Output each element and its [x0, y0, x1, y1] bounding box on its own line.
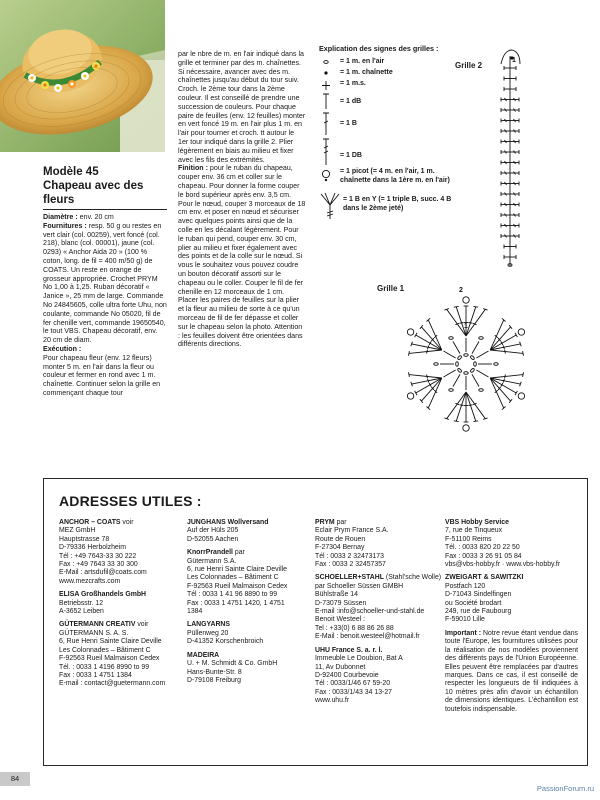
- paragraph-finition: [178, 164, 306, 349]
- legend-text-tr: = 1 DB: [340, 152, 362, 159]
- grille2-diagram: [490, 46, 530, 268]
- address-name-suffix: par: [334, 519, 347, 526]
- legend-row-hdc: [319, 92, 459, 111]
- address-name: KnorrPrandell: [187, 549, 233, 557]
- address-name-suffix: (Stahl'sche Wolle) par Schoeller Süssen GMBH: [315, 574, 442, 590]
- address-line: D-52055 Aachen: [187, 535, 239, 543]
- legend-text-dc: = 1 B: [340, 120, 357, 127]
- address-line: E-Mail : artsdufil@coats.com: [59, 569, 147, 577]
- legend-row-y: [319, 191, 459, 221]
- address-entry: [187, 652, 313, 686]
- address-name-suffix: voir: [135, 621, 149, 629]
- address-line: Tél : 0033/1/46 67 59-20: [315, 680, 391, 688]
- important-text: Notre revue étant vendue dans toute l'Europe, les fournitures utilisées pour la réalisation de nos modèles proviennent des différents pays de l'Union Européenne. Elles peuvent être remplacées par d'autres marques. Dans ce cas, il est conseillé de respecter les longueurs de fil indiquées à 10 mètres près afin d'avoir un échantillon de dimensions identiques. L'échantillon est toutefois indispensable.: [445, 629, 578, 713]
- address-line: MEZ GmbH: [59, 527, 96, 535]
- address-entry: [187, 519, 313, 544]
- hat-photo: [0, 0, 165, 152]
- address-entry: [315, 519, 443, 569]
- legend-text-y: = 1 B en Y (= 1 triple B, succ. 4 B dans le 2ème jeté): [343, 196, 452, 212]
- address-line: Püllenweg 20: [187, 629, 229, 637]
- paragraph-diametre: [43, 213, 167, 222]
- legend-text-hdc: = 1 dB: [340, 98, 362, 105]
- addresses-column-4: [445, 519, 578, 714]
- grille1-marker-2: 2: [459, 287, 463, 294]
- address-line: Benoit Westeel :: [315, 616, 366, 624]
- address-entry: [59, 621, 185, 688]
- legend-row-chain: [319, 57, 459, 68]
- address-entry: [59, 591, 185, 616]
- address-name-suffix: par: [232, 549, 245, 557]
- chain-stitch-icon: [319, 57, 337, 68]
- addresses-column-1: [59, 519, 185, 694]
- legend-row-dc: [319, 111, 459, 137]
- address-line: Fax : 0033 2 32457357: [315, 561, 386, 569]
- address-line: Route de Rouen: [315, 535, 366, 543]
- address-line: 249, rue de Faubourg: [445, 608, 512, 616]
- text-continuation: par le nbre de m. en l'air indiqué dans la grille et terminer par des m. chaînettes. Si nécessaire, avancer avec des m. chaînettes jusqu'au début du tour suiv. Croch. le 2ème tour dans la 2ème couleur. Il est conseillé de prendre une succession de couleurs. Pour chaque paire de feuilles (env. 12 feuilles) monter en vert foncé 19 m. en l'air plus 1 m. en l'air pour tourner et croch. tt autour le 1er tour indiqué dans la grille 2. Plier légèrement en biais au milieu et fixer avec les fils des extrémités.: [178, 50, 306, 164]
- paragraph-continuation: [178, 50, 306, 164]
- address-line: vbs@vbs-hobby.fr · www.vbs-hobby.fr: [445, 561, 561, 569]
- address-line: Fax : +49 7643 33 30 300: [59, 561, 138, 569]
- address-line: D-92400 Courbevoie: [315, 671, 379, 679]
- text-fournitures: resp. 50 g ou restes en vert clair (col. 00259), vert foncé (col. 218), blanc (col. 00001), jaune (col. 0293) « Anchor Aida 20 » (100 % coton, long. de fil = 400 m/50 g) de COATS. Un reste en orange de grosseur appropriée. Crochet PRYM No 1,00 à 1,25. Ruban décoratif « Janice », 25 mm de large. Commande No 24845605, colle ultra forte Uhu, non coulante, commande No 05020, fil de fer chenille vert, commande 19650540, le tout VBS. Chapeau décoratif, env. 20 cm de diam.: [43, 221, 167, 345]
- address-line: D-79336 Herbolzheim: [59, 544, 127, 552]
- address-entry: [445, 574, 578, 624]
- address-name-suffix: voir: [120, 519, 134, 526]
- text-diametre: env. 20 cm: [77, 213, 114, 221]
- address-line: Postfach 120: [445, 582, 486, 590]
- important-label: Important :: [445, 629, 482, 637]
- address-name: MADEIRA: [187, 651, 220, 659]
- double-double-crochet-icon: [319, 137, 337, 167]
- picot-icon: [319, 167, 337, 191]
- address-line: U. + M. Schmidt & Co. GmbH: [187, 660, 278, 668]
- address-line: Betriebsstr. 12: [59, 599, 104, 607]
- label-finition: Finition :: [178, 164, 208, 173]
- address-entry: [187, 621, 313, 646]
- address-line: Immeuble Le Doubion, Bat A: [315, 655, 403, 663]
- address-line: F-27304 Bernay: [315, 544, 365, 552]
- legend-text-picot: = 1 picot (= 4 m. en l'air, 1 m. chaînette dans la 1ère m. en l'air): [340, 168, 450, 184]
- address-line: E-mail : contact@guetermann.com: [59, 680, 166, 688]
- paragraph-execution: [43, 345, 167, 354]
- address-line: F-51100 Reims: [445, 535, 492, 543]
- address-line: www.mezcrafts.com: [59, 577, 121, 585]
- legend-text-slip: = 1 m. chaînette: [340, 69, 393, 76]
- address-line: D-71043 Sindelfingen: [445, 591, 512, 599]
- address-line: GÜTERMANN S. A. S.: [59, 629, 129, 637]
- address-line: D-41352 Korschenbroich: [187, 638, 264, 646]
- address-line: E-mail :info@schoeller-und-stahl.de: [315, 608, 425, 616]
- address-line: www.uhu.fr: [315, 697, 350, 705]
- address-line: Fax : 0033 1 4751 1420, 1 4751: [187, 599, 285, 607]
- address-name: VBS Hobby Service: [445, 519, 509, 526]
- address-line: Eclair Prym France S.A.: [315, 527, 389, 535]
- address-line: D-73079 Süssen: [315, 599, 367, 607]
- grille1-label: Grille 1: [377, 284, 405, 293]
- text-finition: pour le ruban du chapeau, couper env. 36 cm et coller sur le chapeau. Pour donner la forme couper le bord supérieur après env. 3,5 cm. Pour le nœud, couper 3 morceaux de 18 cm env. et poser en nœud et sécuriser avec quelques points ainsi que de la colle en les décalant légèrement. Pour le ruban qui pend, couper env. 30 cm, plier au milieu et fixer également avec des points et de la colle sur le nœud. Si vous le souhaitez vous pouvez coudre un bouton décoratif assorti sur le chapeau ou le coller. Couper le fil de fer chenille en 12 morceaux de 1 cm. Placer les paires de feuilles sur la plier et la fleur au milieu de sorte à ce qu'un morceau de fil de fer dépasse et coller sur le chapeau selon la photo. Attention : les feuilles doivent être orientées dans différents directions.: [178, 164, 306, 349]
- legend-text-chain: = 1 m. en l'air: [340, 58, 385, 65]
- address-entry: [315, 574, 443, 641]
- address-name: GÜTERMANN CREATIV: [59, 621, 136, 629]
- address-line: A-3652 Leiben: [59, 608, 104, 616]
- address-line: Tél : +49 7643-33 30 222: [59, 552, 137, 560]
- page-number: 84: [0, 772, 30, 786]
- legend-row-tr: [319, 137, 459, 167]
- address-name: SCHOELLER+STAHL: [315, 574, 384, 582]
- legend-row-slip: [319, 68, 459, 79]
- text-execution: Pour chapeau fleur (env. 12 fleurs) monter 5 m. en l'air dans la fleur ou couleur et fermer en rond avec 1 m. chaînette. Continuer selon la grille en commençant chaque tour: [43, 353, 161, 397]
- addresses-title: ADRESSES UTILES :: [59, 493, 202, 509]
- grille1-marker-1: 1: [464, 323, 468, 330]
- y-stitch-icon: [319, 191, 341, 221]
- address-line: Les Colonnades – Bâtiment C: [59, 646, 151, 654]
- legend-row-picot: [319, 167, 459, 191]
- single-crochet-icon: [319, 79, 337, 92]
- grille1-diagram: [398, 276, 534, 448]
- important-note: [445, 630, 578, 714]
- address-line: Fax : 0033/1/43 34 13-27: [315, 688, 393, 696]
- model-number: Modèle 45: [43, 166, 99, 178]
- addresses-column-3: [315, 519, 443, 711]
- address-line: Hans-Bunte-Str. 8: [187, 668, 242, 676]
- address-entry: [59, 519, 185, 586]
- address-line: E-Mail : benoit.westeel@hotmail.fr: [315, 633, 420, 641]
- address-name: ANCHOR – COATS: [59, 519, 121, 526]
- address-line: F-92563 Rueil Malmaison Cedex: [187, 582, 288, 590]
- address-line: Tél : 0033 2 32473173: [315, 552, 384, 560]
- address-line: Hauptstrasse 78: [59, 535, 110, 543]
- paragraph-fournitures: [43, 222, 167, 345]
- slip-stitch-icon: [319, 68, 337, 79]
- address-entry: [315, 647, 443, 706]
- address-line: 6, Rue Henri Sainte Claire Deville: [59, 638, 162, 646]
- address-entry: [445, 519, 578, 569]
- address-name: JUNGHANS Wollversand: [187, 519, 269, 526]
- address-line: Tél : 0033 1 41 96 8890 to 99: [187, 591, 278, 599]
- addresses-column-2: [187, 519, 313, 690]
- grille2-marker: 1: [512, 57, 516, 64]
- address-line: Tél. : 0033 1 4196 8990 to 99: [59, 663, 150, 671]
- address-name: UHU France S. a. r. l.: [315, 646, 383, 654]
- address-line: Tel : +33(0) 6 88 86 26 88: [315, 624, 394, 632]
- address-name: ELISA Großhandels GmbH: [59, 591, 147, 599]
- address-line: D-79108 Freiburg: [187, 676, 242, 684]
- label-fournitures: Fournitures :: [43, 221, 87, 230]
- address-line: F-92563 Rueil Malmaison Cedex: [59, 655, 160, 663]
- paragraph-execution-body: [43, 354, 167, 398]
- address-name: PRYM: [315, 519, 335, 526]
- address-line: Fax : 0033 1 4751 1384: [59, 671, 132, 679]
- address-line: Gütermann S.A.: [187, 557, 237, 565]
- address-line: Auf der Hüls 205: [187, 527, 239, 535]
- legend-row-sc: [319, 79, 459, 92]
- address-line: Tél. : 0033 820 20 22 50: [445, 544, 520, 552]
- legend-text-sc: = 1 m.s.: [340, 80, 366, 87]
- address-line: Fax : 0033 3 26 91 05 84: [445, 552, 522, 560]
- label-execution: Exécution :: [43, 344, 82, 353]
- watermark: PassionForum.ru: [536, 784, 594, 793]
- double-crochet-icon: [319, 111, 337, 137]
- label-diametre: Diamètre :: [43, 213, 78, 221]
- address-line: Les Colonnades – Bâtiment C: [187, 574, 279, 582]
- address-line: 6, rue Henri Sainte Claire Deville: [187, 566, 287, 574]
- model-column: [43, 165, 167, 398]
- half-double-crochet-icon: [319, 92, 337, 111]
- address-line: 11, Av Dubonnet: [315, 663, 366, 671]
- address-line: 7, rue de Tinqueux: [445, 527, 503, 535]
- address-line: Bühlstraße 14: [315, 591, 358, 599]
- address-line: F-59010 Lille: [445, 616, 485, 624]
- hat-photo-illustration: [0, 0, 165, 152]
- address-name: ZWEIGART & SAWITZKI: [445, 574, 524, 582]
- address-line: 1384: [187, 608, 203, 616]
- address-name: LANGYARNS: [187, 621, 231, 629]
- legend-title: Explication des signes des grilles :: [319, 44, 439, 53]
- address-line: ou Société brodart: [445, 599, 502, 607]
- col1-text: [43, 213, 167, 398]
- stitch-legend: [319, 44, 459, 221]
- model-title: Chapeau avec des fleurs: [43, 179, 167, 210]
- grille2-label: Grille 2: [455, 61, 483, 70]
- col2-text: [178, 50, 306, 349]
- addresses-box: [43, 478, 588, 766]
- address-entry: [187, 549, 313, 616]
